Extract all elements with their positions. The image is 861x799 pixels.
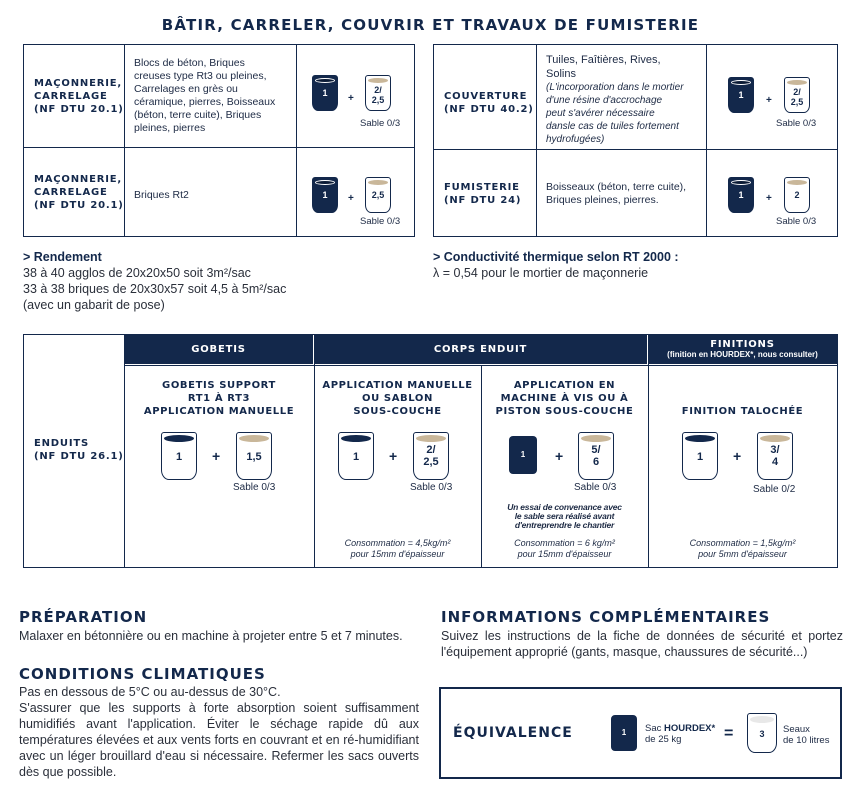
sand-label: Sable 0/3 [574, 482, 617, 493]
sand-bucket-icon: 2/ 2,5 [413, 432, 449, 480]
equivalence-label: ÉQUIVALENCE [453, 725, 573, 741]
sand-label: Sable 0/2 [753, 484, 796, 495]
cement-bag-icon: 1 [728, 177, 754, 213]
consumption-note: Consommation = 1,5kg/m² pour 5mm d'épaisseur [689, 538, 796, 559]
cement-bag-icon: 1 [611, 715, 637, 751]
sand-bucket-icon: 5/ 6 [578, 432, 614, 480]
gobetis-header: GOBETIS [124, 335, 313, 364]
equals-sign: = [724, 725, 734, 742]
category-label: MAÇONNERIE, CARRELAGE (NF DTU 20.1) [34, 78, 124, 115]
description: Blocs de béton, Briques creuses type Rt3 ou pleines, Carrelages en grès ou céramique, pierres, Boisseaux (béton, terre cuite), Briques pleines, pierres [134, 57, 276, 134]
enduits-row-label: ENDUITS (NF DTU 26.1) [34, 438, 124, 462]
col-title: APPLICATION EN MACHINE À VIS OU À PISTON SOUS-COUCHE [495, 380, 634, 417]
description: Briques Rt2 [134, 189, 189, 201]
sand-bucket-icon: 3/ 4 [757, 432, 793, 480]
sand-label: Sable 0/3 [233, 482, 276, 493]
cement-bucket-icon: 1 [161, 432, 197, 480]
bucket-icon: 3 [747, 713, 777, 753]
sand-label: Sable 0/3 [410, 482, 453, 493]
description: Boisseaux (béton, terre cuite), Briques pleines, pierres. [546, 181, 687, 206]
sand-label: Sable 0/3 [776, 118, 817, 129]
left-table [23, 44, 415, 237]
bag-description: Sac HOURDEX* de 25 kg [645, 723, 716, 745]
preparation-heading: PRÉPARATION [19, 608, 148, 626]
sand-label: Sable 0/3 [360, 216, 401, 227]
consumption-note: Consommation = 4,5kg/m² pour 15mm d'épaisseur [344, 538, 451, 559]
col-title: GOBETIS SUPPORT RT1 À RT3 APPLICATION MANUELLE [143, 380, 295, 417]
corps-enduit-header: CORPS ENDUIT [314, 335, 647, 364]
plus-icon: + [733, 448, 742, 464]
preparation-text: Malaxer en bétonnière ou en machine à projeter entre 5 et 7 minutes. [19, 629, 403, 643]
equivalence-box [439, 687, 842, 779]
page-title: BÂTIR, CARRELER, COUVRIR ET TRAVAUX DE FUMISTERIE [161, 16, 700, 34]
sand-label: Sable 0/3 [360, 118, 401, 129]
sand-label: Sable 0/3 [776, 216, 817, 227]
sand-bucket-icon: 2/ 2,5 [784, 77, 810, 113]
informations-heading: INFORMATIONS COMPLÉMENTAIRES [441, 608, 771, 626]
plus-icon: + [348, 93, 354, 104]
plus-icon: + [389, 448, 398, 464]
description: Tuiles, Faîtières, Rives, Solins (L'incorporation dans le mortier d'une résine d'accrochage peut s'avérer nécessaire dansle cas de tuiles fortement hydrofugées) [546, 54, 684, 145]
rendement-block: > Rendement 38 à 40 agglos de 20x20x50 soit 3m²/sac 33 à 38 briques de 20x30x57 soit 4,5 à 5m²/sac (avec un gabarit de pose) [23, 250, 287, 312]
plus-icon: + [212, 448, 221, 464]
sand-bucket-icon: 2,5 [365, 177, 391, 213]
conductivite-block: > Conductivité thermique selon RT 2000 : λ = 0,54 pour le mortier de maçonnerie [433, 250, 679, 280]
cement-bag-icon: 1 [312, 177, 338, 213]
informations-text: Suivez les instructions de la fiche de données de sécurité et portez l'équipement approprié (gants, masque, chaussures de sécurité...) [441, 629, 843, 659]
col-title: APPLICATION MANUELLE OU SABLON SOUS-COUCHE [322, 380, 473, 417]
plus-icon: + [348, 193, 354, 204]
seaux-description: Seaux de 10 litres [783, 724, 830, 746]
plus-icon: + [766, 95, 772, 106]
category-label: COUVERTURE (NF DTU 40.2) [444, 91, 534, 115]
category-label: MAÇONNERIE, CARRELAGE (NF DTU 20.1) [34, 174, 124, 211]
category-label: FUMISTERIE (NF DTU 24) [444, 182, 522, 206]
trial-note: Un essai de convenance avec le sable sera réalisé avant d'entreprendre le chantier [507, 502, 622, 530]
right-table [433, 44, 838, 237]
col-title: FINITION TALOCHÉE [681, 406, 804, 417]
plus-icon: + [766, 193, 772, 204]
sand-bucket-icon: 1,5 [236, 432, 272, 480]
cement-bag-icon: 1 [509, 436, 537, 474]
sand-bucket-icon: 2 [784, 177, 810, 213]
finitions-header: FINITIONS (finition en HOURDEX*, nous consulter) [648, 335, 837, 364]
sand-bucket-icon: 2/ 2,5 [365, 75, 391, 111]
consumption-note: Consommation = 6 kg/m² pour 15mm d'épaisseur [514, 538, 615, 559]
cement-bucket-icon: 1 [338, 432, 374, 480]
conditions-heading: CONDITIONS CLIMATIQUES [19, 665, 266, 683]
cement-bucket-icon: 1 [682, 432, 718, 480]
conditions-text: Pas en dessous de 5°C ou au-dessus de 30°C. S'assurer que les supports à forte absorption soient suffisamment humidifiés avant l'application. Éviter le séchage rapide dû aux températures élevées et aux vents forts en couvrant et en ré-humidifiant avec un léger brouillard d'eau si nécessaire. Refermer les sacs ouverts dès que possible. [19, 685, 419, 779]
plus-icon: + [555, 448, 564, 464]
cement-bag-icon: 1 [728, 77, 754, 113]
cement-bag-icon: 1 [312, 75, 338, 111]
